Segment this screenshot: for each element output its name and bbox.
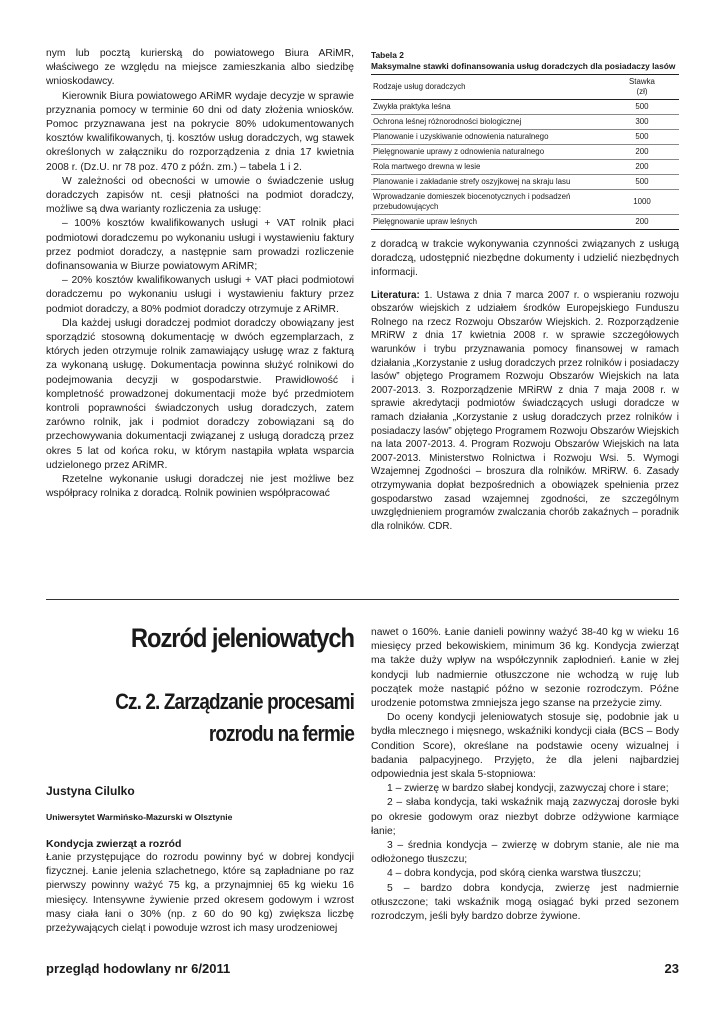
paragraph: Łanie przystępujące do rozrodu powinny być w dobrej kondycji fizycznej. Łanie jelenia szlachetnego, które są zapładniane po raz pierwszy powinny ważyć 75 kg, a przynajmniej 65 kg wieku 16 miesięcy. Intensywne żywienie przed okresem godowym i wzrost masy ciała łani o 30% (np. z 60 do 90 kg) zwiększa liczbę przeżywających cieląt i powoduje wzrost ich masy urodzeniowej	[46, 852, 354, 935]
article-left-column	[46, 851, 354, 936]
rate-cell: 200	[605, 160, 679, 175]
table-row	[371, 215, 679, 230]
section-divider	[46, 599, 679, 600]
rate-cell: 500	[605, 130, 679, 145]
list-item: 3 – średnia kondycja – zwierzę w dobrym stanie, ale nie ma odłożonego tłuszczu;	[371, 840, 679, 866]
paragraph: Dla każdej usługi doradczej podmiot doradczy obowiązany jest sporządzić stosowną dokumentację w dwóch egzemplarzach, z których jeden otrzymuje rolnik zamawiający usługę wraz z fakturą za wykonaną usługę. Dokumentacja powinna służyć rolnikowi do podejmowania decyzji w gospodarstwie. Prawidłowość i kompletność prowadzonej dokumentacji może być przedmiotem kontroli poprawności świadczonych usług doradczych, zatem zarówno rolnik, jak i podmiot doradczy zobowiązani są do przechowywania dokumentacji związanej z usługą doradczą przez okres 5 lat od końca roku, w którym nastąpiła wpłata wsparcia udzielonego przez ARiMR.	[46, 317, 354, 471]
service-cell: Pielęgnowanie uprawy z odnowienia naturalnego	[371, 145, 605, 160]
table-caption-title: Maksymalne stawki dofinansowania usług doradczych dla posiadaczy lasów	[371, 60, 676, 71]
rate-cell: 500	[605, 175, 679, 190]
table-body	[371, 100, 679, 230]
rate-cell: 300	[605, 115, 679, 130]
rates-table	[371, 74, 679, 230]
table-row	[371, 100, 679, 115]
header-rate-unit: (zł)	[636, 87, 648, 96]
table-row	[371, 145, 679, 160]
paragraph: Kierownik Biura powiatowego ARiMR wydaje decyzje w sprawie przyznania pomocy w terminie 60 dni od daty złożenia wniosków. Pomoc przyznawana jest na pokrycie 80% udokumentowanych kosztów kwalifikowanych, tj. kosztów usług doradczych, wg stawek określonych w załączniku do rozporządzenia z dnia 17 kwietnia 2008 r. (Dz.U. nr 78 poz. 470 z późn. zm.) – tabela 1 i 2.	[46, 90, 354, 173]
author: Justyna Cilulko	[46, 784, 135, 798]
list-item: 1 – zwierzę w bardzo słabej kondycji, zazwyczaj chore i stare;	[387, 783, 669, 795]
paragraph: – 20% kosztów kwalifikowanych usługi + VAT płaci podmiotowi doradczemu po wykonaniu usługi i wystawieniu faktury przez podmiot doradczy, a 80% podmiot doradczy otrzymuje z ARiMR.	[46, 275, 354, 315]
list-item: 4 – dobra kondycja, pod skórą cienka warstwa tłuszczu;	[387, 868, 642, 880]
table-header-row	[371, 75, 679, 100]
list-item: 5 – bardzo dobra kondycja, zwierzę jest nadmiernie otłuszczone; taki wskaźnik mogą osiągać byki przed sezonem rozrodczym, jeśli były bardzo dobrze żywione.	[371, 882, 679, 923]
paragraph: W zależności od obecności w umowie o świadczenie usług doradczych zapisów nt. cesji płatności na podmiot doradczy, możliwe są dwa warianty rozliczenia za usługę:	[46, 175, 354, 216]
rate-cell: 500	[605, 100, 679, 115]
article-header	[46, 622, 354, 850]
literature	[371, 289, 679, 534]
left-column	[46, 47, 354, 502]
service-cell: Wprowadzanie domieszek biocenotycznych i podsadzeń przebudowujących	[371, 190, 605, 215]
rate-cell: 200	[605, 145, 679, 160]
article-subtitle	[89, 686, 354, 750]
list-item: 2 – słaba kondycja, taki wskaźnik mają zazwyczaj dorosłe byki po okresie godowym oraz niezbyt dobrze odżywione karmiące łanie;	[371, 797, 679, 837]
service-cell: Planowanie i uzyskiwanie odnowienia naturalnego	[371, 130, 605, 145]
table-caption-label: Tabela 2	[371, 50, 404, 60]
paragraph: z doradcą w trakcie wykonywania czynności związanych z usługą doradczą, udostępnić niezbędne dokumenty i udzielić niezbędnych informacji.	[371, 239, 679, 279]
paragraph: – 100% kosztów kwalifikowanych usługi + VAT rolnik płaci podmiotowi doradczemu po wykonaniu usługi i wystawieniu faktury przez podmiot doradczy, a następnie sam prowadzi rozliczenie dofinansowania w Biurze powiatowym ARiMR;	[46, 218, 354, 273]
literature-label: Literatura:	[371, 289, 420, 301]
header-rate-label: Stawka	[629, 77, 655, 86]
section-heading: Kondycja zwierząt a rozród	[46, 838, 182, 850]
affiliation: Uniwersytet Warmińsko-Mazurski w Olsztynie	[46, 812, 233, 822]
table-row	[371, 190, 679, 215]
article-title: Rozród jeleniowatych	[130, 623, 354, 653]
paragraph: Do oceny kondycji jeleniowatych stosuje się, podobnie jak u bydła mlecznego i mięsnego, wskaźniki kondycji ciała (BCS – Body Condition Score), określane na podstawie oceny wizualnej i badania palpacyjnego. Przyjęto, że dla jeleni najbardziej odpowiednia jest skala 5-stopniowa:	[371, 712, 679, 781]
service-cell: Rola martwego drewna w lesie	[371, 160, 605, 175]
paragraph: nym lub pocztą kurierską do powiatowego Biura ARiMR, właściwego ze względu na miejsce zamieszkania albo siedzibę wnioskodawcy.	[46, 48, 354, 88]
table-row	[371, 130, 679, 145]
rate-cell: 200	[605, 215, 679, 230]
article-right-column	[371, 626, 679, 924]
table-row	[371, 175, 679, 190]
right-column-top	[371, 50, 679, 533]
service-cell: Planowanie i zakładanie strefy oszyjkowej na skraju lasu	[371, 175, 605, 190]
service-cell: Ochrona leśnej różnorodności biologicznej	[371, 115, 605, 130]
page-number: 23	[664, 961, 679, 976]
table-row	[371, 115, 679, 130]
article-subtitle-line1: Cz. 2. Zarządzanie procesami	[115, 689, 354, 714]
article-subtitle-line2: rozrodu na fermie	[208, 721, 354, 746]
service-cell: Pielęgnowanie upraw leśnych	[371, 215, 605, 230]
table-row	[371, 160, 679, 175]
literature-text: 1. Ustawa z dnia 7 marca 2007 r. o wspieraniu rozwoju obszarów wiejskich z udziałem środków Europejskiego Funduszu Rolnego na rzecz Rozwoju Obszarów Wiejskich. 2. Rozporządzenie MRiRW z dnia 17 kwietnia 2008 r. w sprawie szczegółowych warunków i trybu przyznawania pomocy finansowej w ramach działania „Korzystanie z usług doradczych przez rolników i posiadaczy lasów” objętego Programem Rozwoju Obszarów Wiejskich na lata 2007-2013. 3. Rozporządzenie MRiRW z dnia 7 maja 2008 r. w sprawie akredytacji podmiotów świadczących usługi doradcze w ramach działania „Korzystanie z usług doradczych przez rolników i posiadaczy lasów” objętego Programem Rozwoju Obszarów Wiejskich na lata 2007-2013. 4. Program Rozwoju Obszarów Wiejskich na lata 2007-2013. Ministerstwo Rolnictwa i Rozwoju Wsi. 5. Wymogi Wzajemnej Zgodności – broszura dla rolników. MRiRW. 6. Zasady otrzymywania dopłat bezpośrednich a obowiązek spełnienia przez gospodarstwo zasad wzajemnej zgodności, ze szczególnym uwzględnieniem programów zwalczania chorób zakaźnych – poradnik dla rolników. CDR.	[371, 289, 679, 532]
paragraph: Rzetelne wykonanie usługi doradczej nie jest możliwe bez współpracy rolnika z doradcą. Rolnik powinien współpracować	[46, 474, 354, 500]
service-cell: Zwykła praktyka leśna	[371, 100, 605, 115]
rate-cell: 1000	[605, 190, 679, 215]
journal-footer: przegląd hodowlany nr 6/2011	[46, 961, 231, 976]
paragraph: nawet o 160%. Łanie danieli powinny ważyć 38-40 kg w wieku 16 miesięcy przed bekowiskiem, minimum 36 kg. Kondycja zwierząt ma także duży wpływ na współczynnik zapłodnień. Łanie w złej kondycji lub nadmiernie otłuszczone nie wchodzą w ruję lub początek może nastąpić późno w sezonie rozrodczym. Późne urodzenie potomstwa zmniejsza jego szanse na przeżycie zimy.	[371, 627, 679, 710]
header-service: Rodzaje usług doradczych	[371, 75, 605, 100]
header-rate	[605, 75, 679, 100]
